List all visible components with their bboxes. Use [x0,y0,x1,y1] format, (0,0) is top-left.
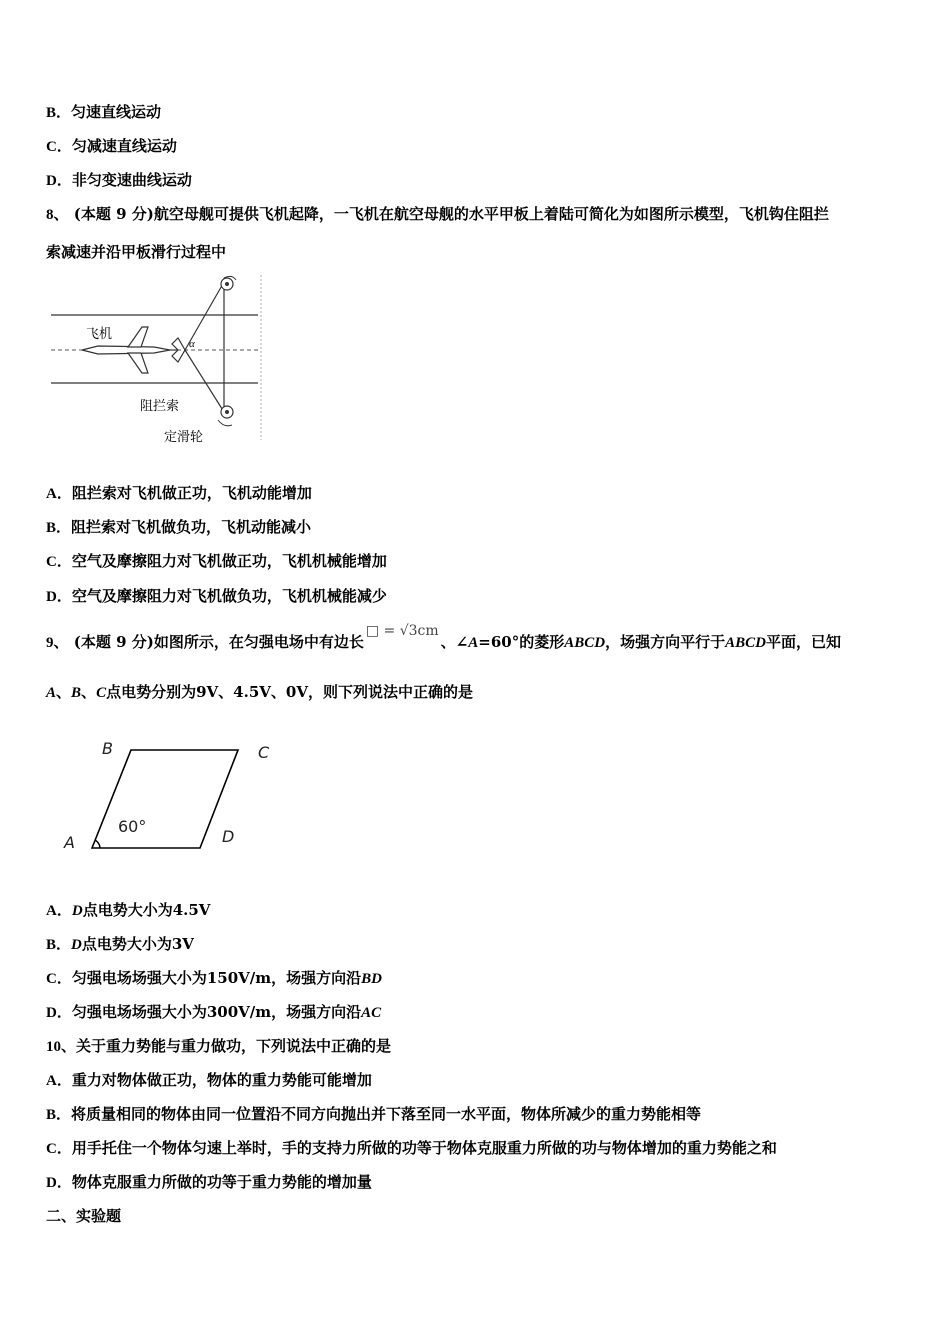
option-letter: D． [46,589,72,605]
option-letter: C． [46,971,72,987]
stem-text: =60°的菱形 [478,633,565,651]
option-letter: C． [46,139,72,155]
option-text: 点电势大小为3V [81,935,194,953]
q8-arresting-cable-figure [46,270,276,450]
rhombus-shape [92,750,238,848]
option-text: 空气及摩擦阻力对飞机做正功，飞机机械能增加 [71,552,387,570]
option-letter: B． [46,1107,72,1123]
option-letter: C． [46,1141,72,1157]
section-title: 二、实验题 [46,1207,122,1225]
plane-name: ABCD [725,635,766,651]
option-text: 空气及摩擦阻力对飞机做负功，飞机机械能减少 [71,587,387,605]
point-var: B [71,685,82,701]
q7-option-b [46,102,161,123]
option-letter: D． [46,1175,72,1191]
option-letter: B． [46,520,72,536]
q10-option-d [46,1172,372,1193]
q10-option-c [46,1138,777,1159]
separator: 、 [81,683,97,701]
plane-label: 飞机 [86,327,113,342]
option-letter: A． [46,903,72,919]
q8-stem-line1 [46,204,829,225]
option-text: 用手托住一个物体匀速上举时，手的支持力所做的功等于物体克服重力所做的功与物体增加的重力势能之和 [71,1139,777,1157]
option-var: BD [361,971,382,987]
stem-text: 点电势分别为9V、4.5V、0V，则下列说法中正确的是 [106,683,473,701]
stem-text: 平面，已知 [765,633,841,651]
option-text: 重力对物体做正功，物体的重力势能可能增加 [71,1071,372,1089]
option-text: 匀减速直线运动 [71,137,177,155]
q9-stem-line1 [46,623,841,653]
question-score: (本题 9 分) [73,205,154,223]
option-text: 点电势大小为4.5V [82,901,211,919]
angle-var: A [468,635,479,651]
q9-option-a [46,900,210,921]
option-text: 阻拦索对飞机做正功，飞机动能增加 [71,484,312,502]
q7-option-d [46,170,192,191]
option-letter: D． [46,173,72,189]
option-text: 阻拦索对飞机做负功，飞机动能减小 [71,518,312,536]
option-letter: B． [46,937,72,953]
option-letter: D． [46,1005,72,1021]
q9-rhombus-figure [56,732,286,862]
side-length-formula: □ = √3cm [365,623,439,639]
vertex-d-label: D [222,827,235,846]
stem-text: 、∠ [440,633,469,651]
angle-label: α [189,338,195,350]
q8-option-a [46,483,312,504]
cable-label: 阻拦索 [140,399,180,414]
option-var: D [71,903,83,919]
angle-value-label: 60° [118,817,147,836]
option-letter: B． [46,105,72,121]
q9-option-b [46,934,194,955]
shape-name: ABCD [564,635,606,651]
q9-option-d [46,1002,381,1023]
option-text: 匀强电场场强大小为150V/m，场强方向沿 [71,969,362,987]
option-letter: C． [46,554,72,570]
question-number: 8、 [46,207,69,223]
vertex-b-label: B [102,739,113,758]
pulley-label: 定滑轮 [164,430,204,445]
option-text: 物体克服重力所做的功等于重力势能的增加量 [71,1173,372,1191]
option-letter: A． [46,1073,72,1089]
option-text: 匀速直线运动 [71,103,162,121]
point-var: C [96,685,107,701]
option-letter: A． [46,486,72,502]
point-var: A [46,685,57,701]
q10-option-b [46,1104,701,1125]
pulley-bottom-icon [221,406,233,418]
question-stem: 关于重力势能与重力做功，下列说法中正确的是 [76,1037,392,1055]
q8-stem-line2 [46,242,226,262]
vertex-a-label: A [64,833,75,852]
q10-option-a [46,1070,372,1091]
q7-option-c [46,136,177,157]
q10-stem [46,1036,391,1057]
cable-lower [185,350,224,412]
separator: 、 [56,683,72,701]
question-stem: 航空母舰可提供飞机起降，一飞机在航空母舰的水平甲板上着陆可简化为如图所示模型，飞机钩住阻拦 [153,205,829,223]
question-stem: 如图所示，在匀强电场中有边长 [153,633,364,651]
vertex-c-label: C [258,743,270,762]
angle-arc [95,840,100,848]
q8-option-b [46,517,311,538]
option-text: 匀强电场场强大小为300V/m，场强方向沿 [71,1003,362,1021]
q8-option-c [46,551,387,572]
stem-text: ，场强方向平行于 [605,633,726,651]
question-score: (本题 9 分) [73,633,154,651]
question-number: 10、 [46,1039,77,1055]
q9-option-c [46,968,382,989]
option-text: 将质量相同的物体由同一位置沿不同方向抛出并下落至同一水平面，物体所减少的重力势能相等 [71,1105,702,1123]
question-number: 9、 [46,635,69,651]
option-text: 非匀变速曲线运动 [71,171,192,189]
q8-option-d [46,586,387,607]
question-stem-cont: 索减速并沿甲板滑行过程中 [46,243,227,261]
option-var: D [71,937,82,953]
option-var: AC [361,1005,382,1021]
pulley-top-icon [221,278,233,290]
q9-stem-line2 [46,682,473,703]
